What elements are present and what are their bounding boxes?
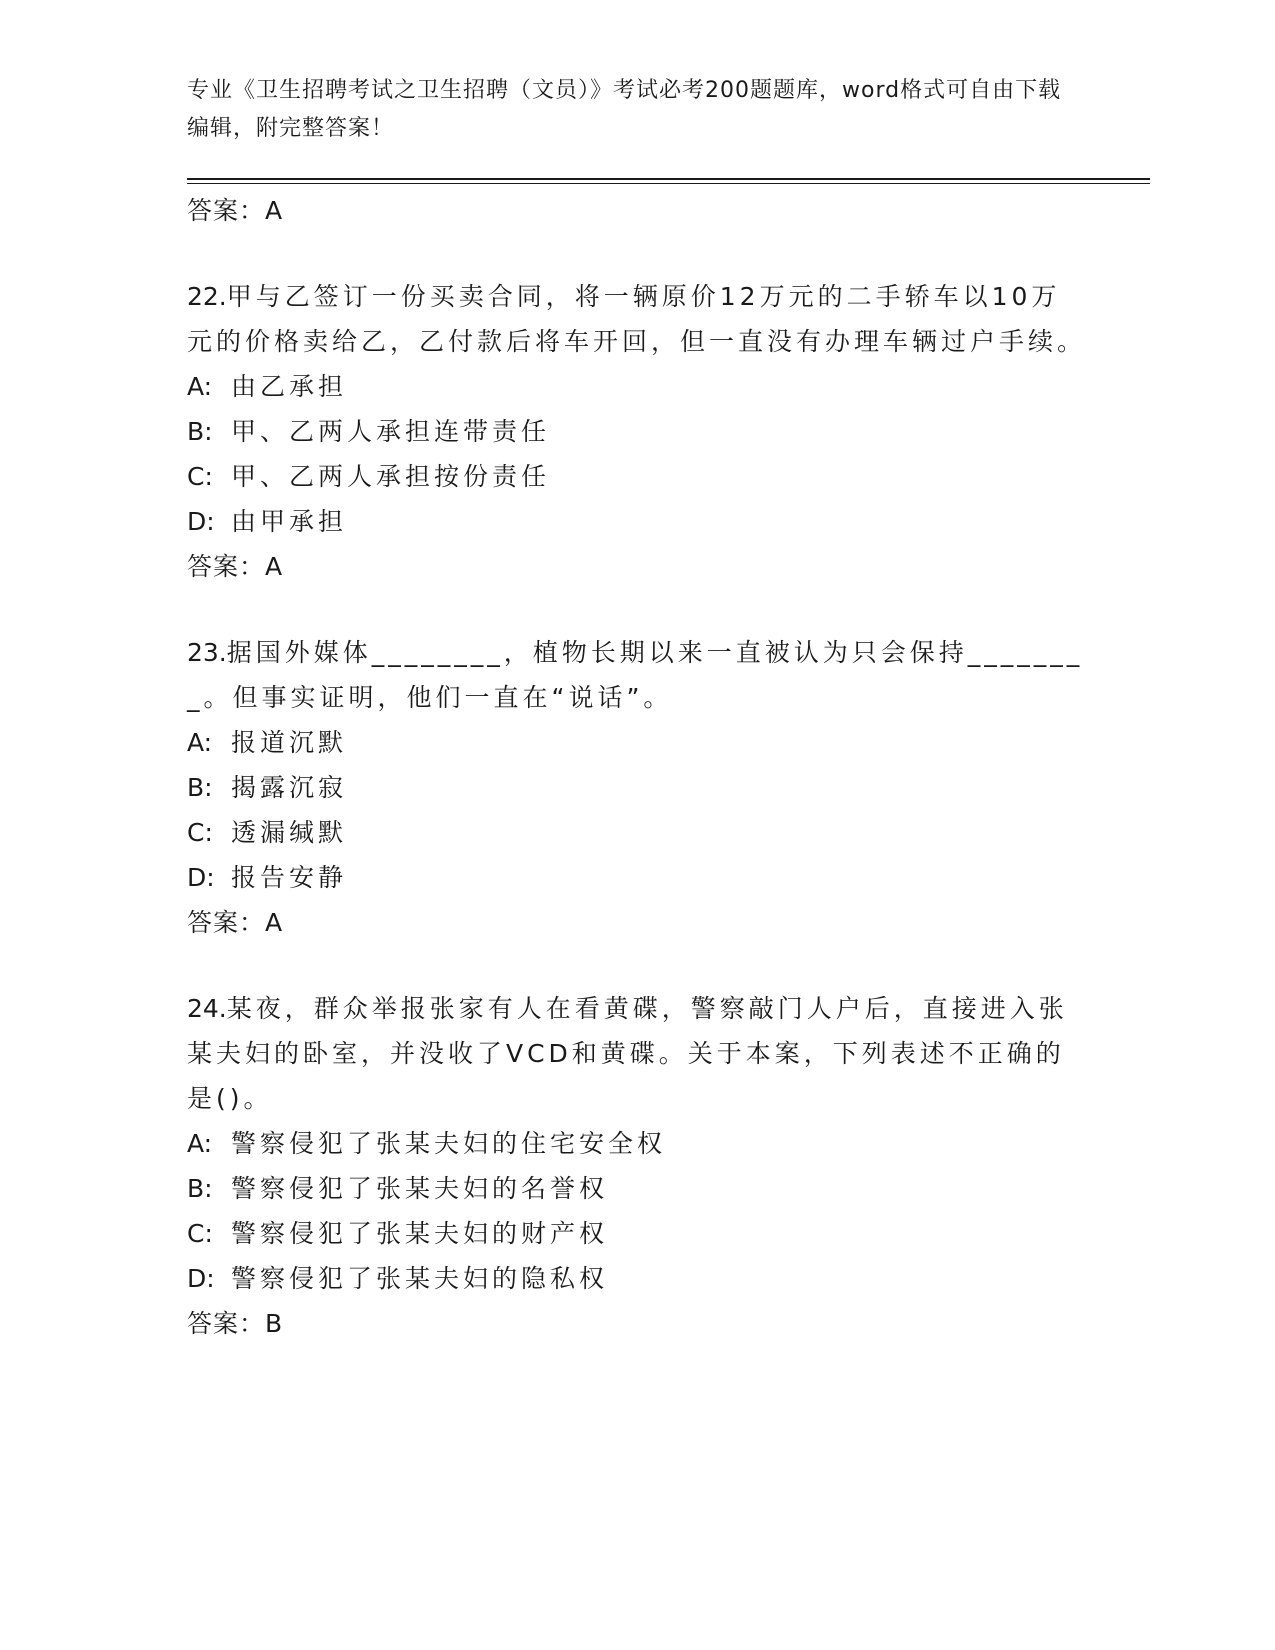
answer-value: A <box>265 552 284 581</box>
option-key: A: <box>187 728 213 757</box>
header-divider-thin <box>187 183 1150 184</box>
option-b <box>187 1166 1087 1211</box>
answer-line <box>187 900 1087 946</box>
answer-value: A <box>265 908 284 937</box>
question-23 <box>187 630 1087 946</box>
option-c <box>187 1211 1087 1256</box>
answer-label: 答案： <box>187 196 266 225</box>
option-text: 甲、乙两人承担连带责任 <box>231 417 551 446</box>
option-key: D: <box>187 507 215 536</box>
option-key: D: <box>187 863 215 892</box>
question-body: 据国外媒体________，植物长期以来一直被认为只会保持________。但事实证明，他们一直在“说话”。 <box>187 638 1084 712</box>
option-list <box>187 364 1087 544</box>
option-text: 警察侵犯了张某夫妇的财产权 <box>231 1219 609 1248</box>
question-text <box>187 274 1087 364</box>
question-24 <box>187 986 1087 1347</box>
question-number: 24. <box>187 994 227 1023</box>
option-key: C: <box>187 462 213 491</box>
option-b <box>187 409 1087 454</box>
answer-value: B <box>265 1309 284 1338</box>
answer-label: 答案： <box>187 552 266 581</box>
option-key: D: <box>187 1264 215 1293</box>
question-list <box>187 188 1087 1347</box>
option-text: 由乙承担 <box>231 372 348 401</box>
option-key: B: <box>187 417 213 446</box>
answer-line <box>187 1301 1087 1347</box>
question-number: 22. <box>187 282 227 311</box>
option-key: C: <box>187 818 213 847</box>
answer-label: 答案： <box>187 908 266 937</box>
option-list <box>187 1121 1087 1301</box>
option-text: 警察侵犯了张某夫妇的隐私权 <box>231 1264 609 1293</box>
page-header <box>187 72 1067 148</box>
option-text: 报告安静 <box>231 863 348 892</box>
option-text: 由甲承担 <box>231 507 348 536</box>
header-title: 专业《卫生招聘考试之卫生招聘（文员）》考试必考200题题库，word格式可自由下载编辑，附完整答案！ <box>187 78 1062 141</box>
option-d <box>187 499 1087 544</box>
answer-line <box>187 544 1087 590</box>
option-key: A: <box>187 372 213 401</box>
option-list <box>187 720 1087 900</box>
answer-value: A <box>265 196 284 225</box>
option-b <box>187 765 1087 810</box>
option-key: B: <box>187 773 213 802</box>
option-key: A: <box>187 1129 213 1158</box>
option-a <box>187 720 1087 765</box>
question-number: 23. <box>187 638 227 667</box>
option-c <box>187 810 1087 855</box>
answer-label: 答案： <box>187 1309 266 1338</box>
option-a <box>187 1121 1087 1166</box>
option-text: 透漏缄默 <box>231 818 348 847</box>
option-text: 报道沉默 <box>231 728 348 757</box>
question-text <box>187 986 1087 1121</box>
question-text <box>187 630 1087 720</box>
option-key: B: <box>187 1174 213 1203</box>
option-text: 揭露沉寂 <box>231 773 348 802</box>
option-a <box>187 364 1087 409</box>
question-22 <box>187 274 1087 590</box>
option-text: 警察侵犯了张某夫妇的名誉权 <box>231 1174 609 1203</box>
option-key: C: <box>187 1219 213 1248</box>
option-d <box>187 1256 1087 1301</box>
header-divider-thick <box>187 178 1150 180</box>
question-body: 甲与乙签订一份买卖合同，将一辆原价12万元的二手轿车以10万元的价格卖给乙，乙付款后将车开回，但一直没有办理车辆过户手续。 <box>187 282 1087 356</box>
answer-line <box>187 188 1087 234</box>
option-c <box>187 454 1087 499</box>
option-text: 警察侵犯了张某夫妇的住宅安全权 <box>231 1129 667 1158</box>
option-text: 甲、乙两人承担按份责任 <box>231 462 551 491</box>
option-d <box>187 855 1087 900</box>
question-body: 某夜，群众举报张家有人在看黄碟，警察敲门人户后，直接进入张某夫妇的卧室，并没收了VCD和黄碟。关于本案，下列表述不正确的是()。 <box>187 994 1068 1113</box>
